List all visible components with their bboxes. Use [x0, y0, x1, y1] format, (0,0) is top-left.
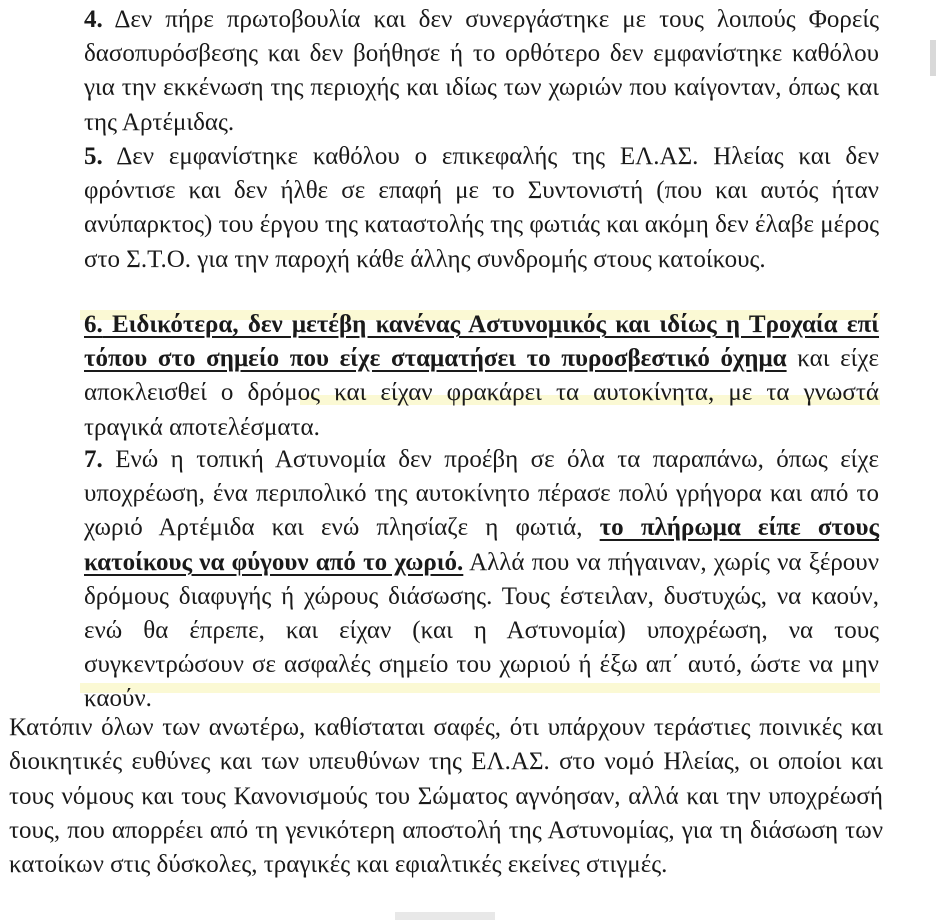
list-item-4: [84, 3, 879, 140]
item-text: και είχε αποκλεισθεί ο δρόμος και είχαν φρακάρει τα αυτοκίνητα, με τα γνωστά τραγικά αποτελέσματα.: [84, 345, 879, 441]
item-text-after: Αλλά που να πήγαιναν, χωρίς να ξέρουν δρόμους διαφυγής ή χώρους διάσωσης. Τους έστειλαν, δυστυχώς, να καούν, ενώ θα έπρεπε, και είχαν (και η Αστυνομία) υποχρέωση, να τους συγκεντρώσουν σε ασφαλές σημείο του χωριού ή έξω απ΄ αυτό, ώστε να μην καούν.: [84, 548, 879, 713]
list-item-7: [84, 443, 879, 717]
scan-edge-mark: [395, 912, 495, 920]
scan-edge-mark: [930, 40, 936, 76]
list-item-6: [84, 308, 879, 445]
list-item-5: [84, 140, 879, 277]
item-text: Ενώ η τοπική Αστυνομία δεν προέβη σε όλα τα παραπάνω, όπως είχε υποχρέωση, ένα περιπολικό της αυτοκίνητο πέρασε πολύ γρήγορα και από το χωριό Αρτέμιδα και ενώ πλησίαζε η φωτιά,: [84, 446, 880, 542]
item-number: 4.: [84, 6, 103, 33]
item-text: Δεν εμφανίστηκε καθόλου ο επικεφαλής της ΕΛ.ΑΣ. Ηλείας και δεν φρόντισε και δεν ήλθε σε επαφή με το Συντονιστή (που και αυτός ήταν ανύπαρκτος) του έργου της καταστολής της φωτιάς και ακόμη δεν έλαβε μέρος στο Σ.Τ.Ο. για την παροχή κάθε άλλης συνδρομής στους κατοίκους.: [84, 143, 880, 273]
emphasized-text: Ειδικότερα, δεν μετέβη κανένας Αστυνομικός και ιδίως η Τροχαία επί τόπου στο σημείο που είχε σταματήσει το πυροσβεστικό όχημα: [84, 311, 880, 373]
closing-paragraph: Κατόπιν όλων των ανωτέρω, καθίσταται σαφές, ότι υπάρχουν τεράστιες ποινικές και διοικητικές ευθύνες και των υπευθύνων της ΕΛ.ΑΣ. στο νομό Ηλείας, οι οποίοι και τους νόμους και τους Κανονισμούς του Σώματος αγνόησαν, αλλά και την υποχρέωσή τους, που απορρέει από τη γενικότερη αποστολή της Αστυνομίας, για τη διάσωση των κατοίκων στις δύσκολες, τραγικές και εφιαλτικές εκείνες στιγμές.: [9, 714, 883, 879]
item-number: 7.: [84, 446, 103, 473]
item-number: 5.: [84, 143, 103, 170]
item-number: 6. Ειδικότερα, δεν μετέβη κανένας Αστυνομικός και ιδίως η Τροχαία επί τόπου στο σημείο που είχε σταματήσει το πυροσβεστικό όχημα: [84, 311, 880, 373]
item-text: Δεν πήρε πρωτοβουλία και δεν συνεργάστηκε με τους λοιπούς Φορείς δασοπυρόσβεσης και δεν βοήθησε ή το ορθότερο δεν εμφανίστηκε καθόλου για την εκκένωση της περιοχής και ιδίως των χωριών που καίγονταν, όπως και της Αρτέμιδας.: [84, 6, 879, 136]
emphasized-text: το πλήρωμα είπε στους κατοίκους να φύγουν από το χωριό.: [84, 514, 879, 576]
